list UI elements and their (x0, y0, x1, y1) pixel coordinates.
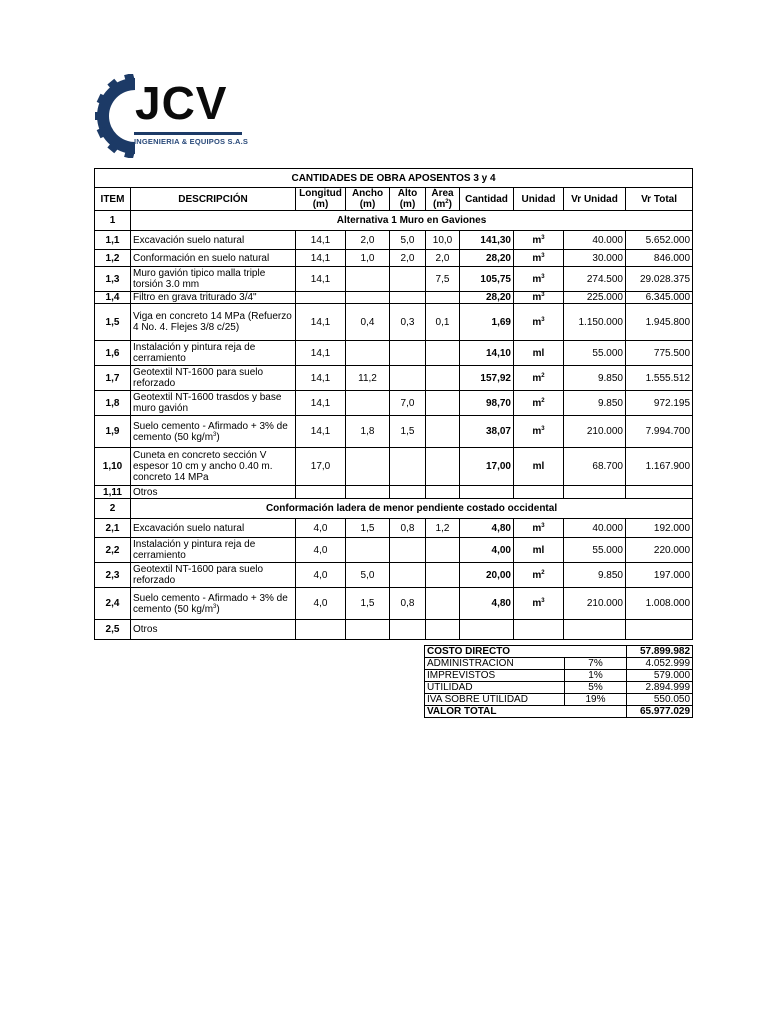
section-row (95, 211, 693, 231)
table-row (95, 486, 693, 499)
item-description (131, 519, 296, 538)
summary-value: 2.894.999 (627, 682, 693, 694)
cantidad-value: 28,20 (460, 292, 514, 304)
item-description (131, 341, 296, 366)
ancho-value: 5,0 (346, 563, 390, 588)
vr-total-value: 1.167.900 (626, 448, 693, 486)
cantidad-value: 105,75 (460, 267, 514, 292)
alto-value (390, 563, 426, 588)
unidad-value (514, 519, 564, 538)
item-description (131, 448, 296, 486)
cantidad-value: 4,80 (460, 588, 514, 620)
ancho-value: 11,2 (346, 366, 390, 391)
alto-value (390, 292, 426, 304)
table-row (95, 304, 693, 341)
item-description (131, 292, 296, 304)
area-value (426, 341, 460, 366)
unit-text: ml (532, 461, 545, 472)
cantidad-value: 157,92 (460, 366, 514, 391)
vr-total-value: 192.000 (626, 519, 693, 538)
item-description (131, 563, 296, 588)
alto-value: 0,8 (390, 588, 426, 620)
area-value (426, 620, 460, 640)
vr-total-value: 6.345.000 (626, 292, 693, 304)
section-item: 1 (95, 211, 131, 231)
unit-exponent: 3 (541, 234, 545, 241)
table-title: CANTIDADES DE OBRA APOSENTOS 3 y 4 (95, 169, 693, 188)
unit-exponent: 3 (541, 598, 545, 604)
ancho-value (346, 448, 390, 486)
vr-unidad-value: 225.000 (564, 292, 626, 304)
section-row (95, 499, 693, 519)
longitud-value (296, 620, 346, 640)
item-number: 1,7 (95, 366, 131, 391)
vr-unidad-value: 9.850 (564, 391, 626, 416)
vr-total-value: 7.994.700 (626, 416, 693, 448)
unit-text: ml (532, 347, 545, 359)
area-value (426, 563, 460, 588)
vr-unidad-value: 9.850 (564, 563, 626, 588)
summary-pct: 5% (565, 682, 627, 694)
item-description (131, 366, 296, 391)
item-description (131, 231, 296, 250)
area-value (426, 366, 460, 391)
unidad-value (514, 538, 564, 563)
summary-pct: 19% (565, 694, 627, 706)
item-number: 2,2 (95, 538, 131, 563)
vr-unidad-value: 55.000 (564, 538, 626, 563)
unit-exponent: 3 (541, 316, 545, 323)
area-value (426, 448, 460, 486)
ancho-value (346, 292, 390, 304)
cantidad-value: 28,20 (460, 250, 514, 267)
cantidad-value: 141,30 (460, 231, 514, 250)
unit-exponent: 2 (541, 397, 545, 404)
table-row (95, 292, 693, 304)
summary-label: COSTO DIRECTO (425, 646, 627, 658)
section-item: 2 (95, 499, 131, 519)
table-row (95, 267, 693, 292)
item-number: 2,3 (95, 563, 131, 588)
description-text-end: ) (216, 603, 220, 615)
alto-value: 5,0 (390, 231, 426, 250)
summary-value: 57.899.982 (627, 646, 693, 658)
summary-label: VALOR TOTAL (425, 706, 627, 718)
table-row (95, 416, 693, 448)
header-vr-total: Vr Total (626, 188, 693, 211)
item-number: 1,2 (95, 250, 131, 267)
description-text: Conformación en suelo natural (133, 252, 270, 264)
item-description (131, 538, 296, 563)
longitud-value: 17,0 (296, 448, 346, 486)
vr-total-value: 29.028.375 (626, 267, 693, 292)
cantidad-value (460, 620, 514, 640)
description-text: Cuneta en concreto sección V espesor 10 cm y ancho 0.40 m. concreto 14 MPa (133, 450, 273, 483)
vr-unidad-value (564, 620, 626, 640)
logo-underline (134, 132, 242, 135)
description-text: Suelo cemento - Afirmado + 3% de cemento (50 kg/m (133, 592, 288, 615)
vr-unidad-value: 55.000 (564, 341, 626, 366)
area-value (426, 416, 460, 448)
header-cantidad: Cantidad (460, 188, 514, 211)
ancho-value (346, 486, 390, 499)
vr-total-value: 5.652.000 (626, 231, 693, 250)
vr-total-value: 846.000 (626, 250, 693, 267)
section-title: Conformación ladera de menor pendiente costado occidental (131, 499, 693, 519)
vr-unidad-value: 274.500 (564, 267, 626, 292)
section-title: Alternativa 1 Muro en Gaviones (131, 211, 693, 231)
description-text: Excavación suelo natural (133, 234, 245, 246)
table-row (95, 620, 693, 640)
cantidad-value: 14,10 (460, 341, 514, 366)
table-row (95, 231, 693, 250)
item-description (131, 486, 296, 499)
vr-total-value (626, 620, 693, 640)
alto-value: 1,5 (390, 416, 426, 448)
area-value: 2,0 (426, 250, 460, 267)
longitud-value: 14,1 (296, 341, 346, 366)
area-value (426, 538, 460, 563)
unidad-value (514, 267, 564, 292)
area-value: 0,1 (426, 304, 460, 341)
header-longitud: Longitud (m) (296, 188, 346, 211)
area-value (426, 588, 460, 620)
longitud-value: 14,1 (296, 416, 346, 448)
item-description (131, 391, 296, 416)
vr-unidad-value (564, 486, 626, 499)
description-text-end: ) (216, 431, 220, 443)
header-unidad: Unidad (514, 188, 564, 211)
vr-total-value: 197.000 (626, 563, 693, 588)
area-value (426, 391, 460, 416)
unidad-value (514, 366, 564, 391)
header-alto: Alto (m) (390, 188, 426, 211)
alto-value (390, 486, 426, 499)
cantidad-value: 4,00 (460, 538, 514, 563)
vr-total-value: 972.195 (626, 391, 693, 416)
summary-value: 65.977.029 (627, 706, 693, 718)
summary-value: 579.000 (627, 670, 693, 682)
area-value: 7,5 (426, 267, 460, 292)
alto-value (390, 267, 426, 292)
header-area: Área $(m^2)$ (426, 188, 460, 211)
longitud-value (296, 486, 346, 499)
unit-text: m (532, 372, 542, 384)
ancho-value: 1,0 (346, 250, 390, 267)
item-number: 1,4 (95, 292, 131, 304)
summary-label: UTILIDAD (425, 682, 565, 694)
ancho-value: 0,4 (346, 304, 390, 341)
description-text: Viga en concreto 14 MPa (Refuerzo 4 No. 4. Flejes 3/8 c/25) (133, 311, 292, 333)
description-text: Excavación suelo natural (133, 522, 245, 534)
alto-value (390, 341, 426, 366)
area-value: 1,2 (426, 519, 460, 538)
longitud-value: 14,1 (296, 231, 346, 250)
item-number: 1,3 (95, 267, 131, 292)
unit-text: m (532, 273, 542, 285)
vr-total-value (626, 486, 693, 499)
description-exponent: 3 (213, 431, 217, 438)
vr-total-value: 775.500 (626, 341, 693, 366)
area-value: 10,0 (426, 231, 460, 250)
longitud-value: 4,0 (296, 563, 346, 588)
ancho-value: 1,5 (346, 519, 390, 538)
longitud-value (296, 292, 346, 304)
summary-value: 4.052.999 (627, 658, 693, 670)
vr-unidad-value: 210.000 (564, 416, 626, 448)
header-item: ITEM (95, 188, 131, 211)
alto-value (390, 620, 426, 640)
table-row (95, 588, 693, 620)
unidad-value (514, 588, 564, 620)
item-description (131, 416, 296, 448)
ancho-value (346, 267, 390, 292)
item-number: 1,10 (95, 448, 131, 486)
alto-value: 0,3 (390, 304, 426, 341)
alto-value (390, 366, 426, 391)
company-logo (95, 74, 255, 158)
item-number: 1,6 (95, 341, 131, 366)
description-text: Otros (133, 624, 158, 635)
unit-text: m (532, 252, 542, 264)
summary-pct: 7% (565, 658, 627, 670)
unidad-value (514, 448, 564, 486)
summary-row-utilidad (425, 682, 693, 694)
cantidad-value: 17,00 (460, 448, 514, 486)
longitud-value: 14,1 (296, 267, 346, 292)
item-description (131, 267, 296, 292)
header-ancho: Ancho (m) (346, 188, 390, 211)
vr-total-value: 1.008.000 (626, 588, 693, 620)
description-text: Geotextil NT-1600 trasdos y base muro gavión (133, 392, 282, 414)
table-row (95, 366, 693, 391)
summary-label: ADMINISTRACION (425, 658, 565, 670)
summary-pct: 1% (565, 670, 627, 682)
area-value (426, 486, 460, 499)
unit-exponent: 3 (541, 426, 545, 432)
logo-subtitle: INGENIERIA & EQUIPOS S.A.S (134, 137, 249, 146)
cost-summary-table (424, 645, 693, 718)
ancho-value: 2,0 (346, 231, 390, 250)
unidad-value (514, 391, 564, 416)
vr-unidad-value: 9.850 (564, 366, 626, 391)
ancho-value (346, 538, 390, 563)
unit-exponent: 2 (541, 372, 545, 379)
ancho-value: 1,5 (346, 588, 390, 620)
item-number: 2,5 (95, 620, 131, 640)
unit-text: ml (532, 544, 545, 556)
vr-unidad-value: 40.000 (564, 519, 626, 538)
vr-total-value: 1.555.512 (626, 366, 693, 391)
description-text: Geotextil NT-1600 para suelo reforzado (133, 564, 264, 586)
vr-unidad-value: 30.000 (564, 250, 626, 267)
cantidad-value: 38,07 (460, 416, 514, 448)
alto-value: 0,8 (390, 519, 426, 538)
unit-exponent: 3 (541, 522, 545, 529)
vr-unidad-value: 68.700 (564, 448, 626, 486)
unit-text: m (532, 292, 542, 303)
longitud-value: 4,0 (296, 519, 346, 538)
summary-row-valor-total (425, 706, 693, 718)
unidad-value (514, 292, 564, 304)
cantidad-value: 4,80 (460, 519, 514, 538)
cantidad-value: 98,70 (460, 391, 514, 416)
unidad-value (514, 416, 564, 448)
unit-text: m (532, 234, 542, 246)
summary-row-imprevistos (425, 670, 693, 682)
unidad-value (514, 341, 564, 366)
ancho-value (346, 391, 390, 416)
item-number: 1,1 (95, 231, 131, 250)
longitud-value: 14,1 (296, 366, 346, 391)
item-number: 1,8 (95, 391, 131, 416)
header-vr-unidad: Vr Unidad (564, 188, 626, 211)
description-text: Filtro en grava triturado 3/4" (133, 292, 257, 303)
summary-label: IVA SOBRE UTILIDAD (425, 694, 565, 706)
description-text: Geotextil NT-1600 para suelo reforzado (133, 367, 264, 389)
item-description (131, 588, 296, 620)
table-row (95, 519, 693, 538)
unidad-value (514, 620, 564, 640)
item-number: 2,1 (95, 519, 131, 538)
unidad-value (514, 304, 564, 341)
alto-value (390, 448, 426, 486)
table-row (95, 341, 693, 366)
item-description (131, 250, 296, 267)
unidad-value (514, 250, 564, 267)
quantities-table (94, 168, 693, 640)
unit-text: m (532, 522, 542, 534)
header-descripcion: DESCRIPCIÓN (131, 188, 296, 211)
cantidad-value: 20,00 (460, 563, 514, 588)
gear-icon (95, 74, 139, 158)
description-text: Otros (133, 486, 158, 498)
unit-exponent: 3 (541, 292, 545, 298)
unit-text: m (532, 316, 542, 328)
cantidad-value (460, 486, 514, 499)
summary-row-iva (425, 694, 693, 706)
unit-exponent: 3 (541, 273, 545, 280)
logo-wordmark: JCV (135, 77, 228, 129)
description-exponent: 3 (213, 603, 217, 610)
unit-text: m (532, 397, 542, 409)
table-row (95, 448, 693, 486)
unit-text: m (532, 426, 542, 437)
item-number: 1,5 (95, 304, 131, 341)
vr-unidad-value: 40.000 (564, 231, 626, 250)
table-header-row (95, 188, 693, 211)
table-row (95, 563, 693, 588)
longitud-value: 14,1 (296, 250, 346, 267)
summary-value: 550.050 (627, 694, 693, 706)
table-row (95, 250, 693, 267)
alto-value (390, 538, 426, 563)
description-text: Muro gavión tipico malla triple torsión 3.0 mm (133, 268, 266, 290)
cantidad-value: 1,69 (460, 304, 514, 341)
vr-total-value: 1.945.800 (626, 304, 693, 341)
vr-unidad-value: 1.150.000 (564, 304, 626, 341)
longitud-value: 4,0 (296, 538, 346, 563)
ancho-value (346, 341, 390, 366)
ancho-value: 1,8 (346, 416, 390, 448)
summary-label: IMPREVISTOS (425, 670, 565, 682)
vr-unidad-value: 210.000 (564, 588, 626, 620)
unit-exponent: 3 (541, 252, 545, 259)
ancho-value (346, 620, 390, 640)
item-number: 1,11 (95, 486, 131, 499)
unit-exponent: 2 (541, 569, 545, 576)
alto-value: 2,0 (390, 250, 426, 267)
item-number: 2,4 (95, 588, 131, 620)
alto-value: 7,0 (390, 391, 426, 416)
description-text: Instalación y pintura reja de cerramiento (133, 342, 256, 364)
longitud-value: 14,1 (296, 391, 346, 416)
description-text: Suelo cemento - Afirmado + 3% de cemento (50 kg/m (133, 420, 288, 443)
table-row (95, 538, 693, 563)
vr-total-value: 220.000 (626, 538, 693, 563)
area-value (426, 292, 460, 304)
item-description (131, 304, 296, 341)
item-description (131, 620, 296, 640)
unit-text: m (532, 598, 542, 609)
table-row (95, 391, 693, 416)
longitud-value: 14,1 (296, 304, 346, 341)
unit-text: m (532, 569, 542, 581)
item-number: 1,9 (95, 416, 131, 448)
unidad-value (514, 563, 564, 588)
summary-row-costo-directo (425, 646, 693, 658)
unidad-value (514, 231, 564, 250)
longitud-value: 4,0 (296, 588, 346, 620)
description-text: Instalación y pintura reja de cerramiento (133, 539, 256, 561)
summary-row-administracion (425, 658, 693, 670)
unidad-value (514, 486, 564, 499)
